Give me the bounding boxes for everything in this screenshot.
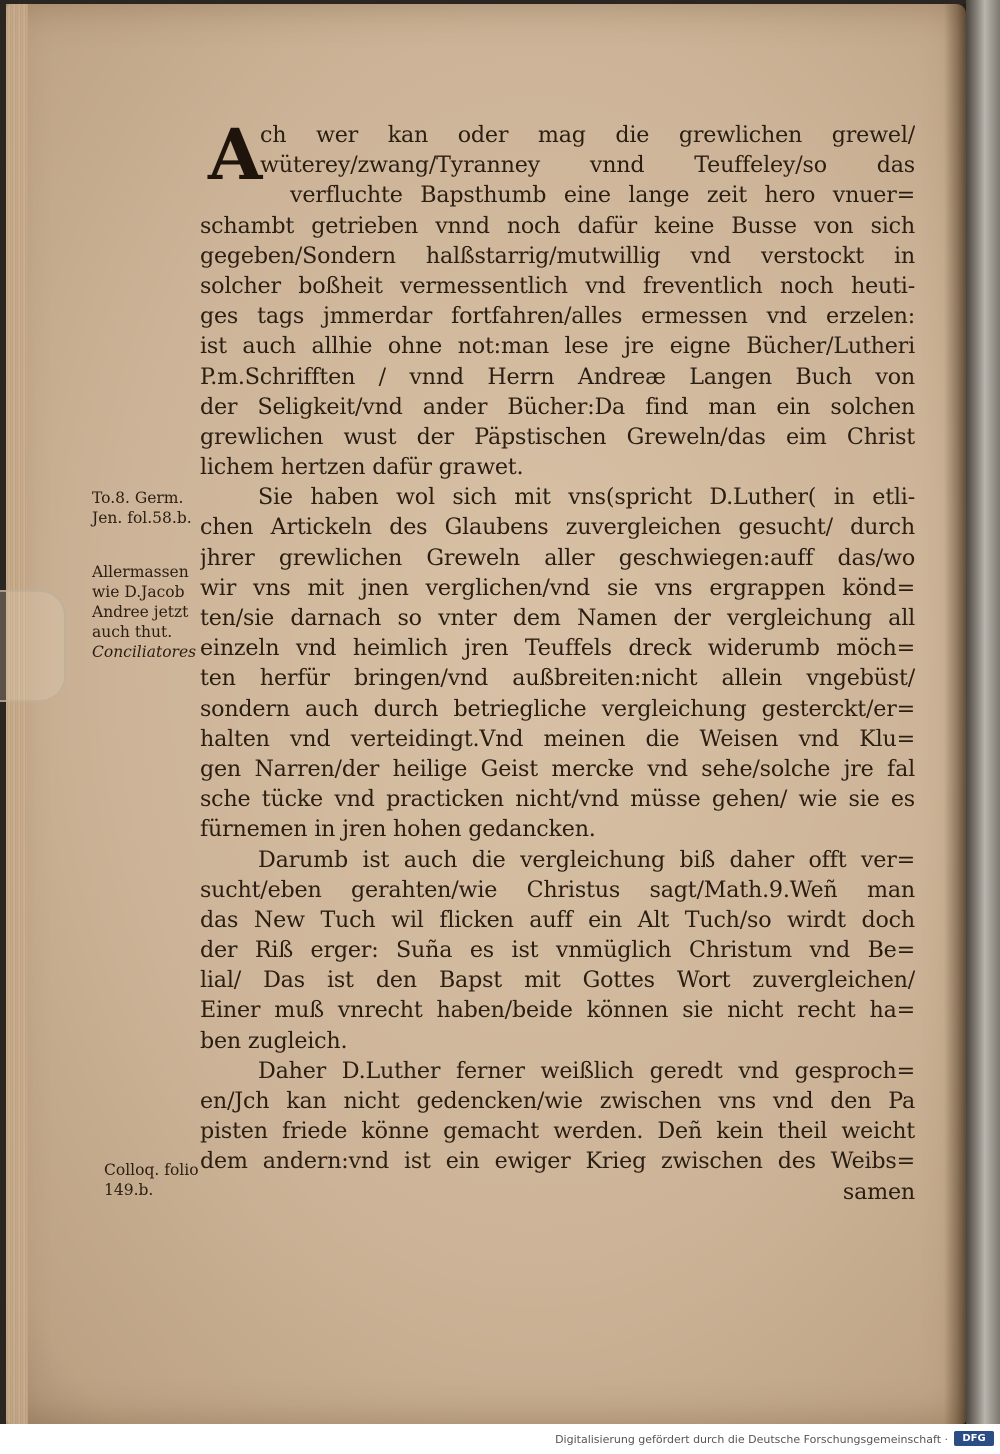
dfg-logo: DFG	[954, 1431, 994, 1446]
margin-note-colloquia	[104, 1160, 199, 1200]
text-line: sche tücke vnd practicken nicht/vnd müsse gehen/ wie sie es	[200, 786, 915, 813]
text-line: ten herfür bringen/vnd außbreiten:nicht allein vngebüst/	[200, 665, 915, 692]
main-text-block	[200, 113, 915, 1207]
text-line: ges tags jmmerdar fortfahren/alles ermessen vnd erzelen:	[200, 303, 915, 330]
margin-note-line: To.8. Germ.	[92, 489, 184, 507]
margin-note-line: Colloq. folio	[104, 1161, 199, 1179]
text-line: halten vnd verteidingt.Vnd meinen die Weisen vnd Klu=	[200, 725, 915, 752]
catchword: samen	[842, 1178, 915, 1205]
text-line: wir vns mit jnen verglichen/vnd sie vns ergrappen könd=	[200, 574, 915, 601]
text-line: dem andern:vnd ist ein ewiger Krieg zwischen des Weibs=	[200, 1148, 915, 1175]
text-line: Sie haben wol sich mit vns(spricht D.Luther( in etli-	[258, 484, 915, 511]
text-line: grewlichen wust der Päpstischen Greweln/das eim Christ	[200, 423, 915, 450]
margin-note-line: Jen. fol.58.b.	[92, 509, 192, 527]
text-line: einzeln vnd heimlich jren Teuffels dreck widerumb möch=	[200, 635, 915, 662]
text-line: lichem hertzen dafür grawet.	[200, 454, 524, 481]
text-line: Einer muß vnrecht haben/beide können sie nicht recht ha=	[200, 997, 915, 1024]
margin-note-line: Andree jetzt	[92, 603, 189, 621]
text-line: der Riß erger: Suña es ist vnmüglich Christum vnd Be=	[200, 937, 915, 964]
text-line: chen Artickeln des Glaubens zuvergleichen gesucht/ durch	[200, 514, 915, 541]
funding-credit: Digitalisierung gefördert durch die Deutsche Forschungsgemeinschaft ·	[555, 1433, 948, 1446]
text-line: jhrer grewlichen Greweln aller geschwiegen:auff das/wo	[200, 544, 915, 571]
text-line: fürnemen in jren hohen gedancken.	[200, 816, 596, 843]
text-line: Daher D.Luther ferner weißlich geredt vnd gesproch=	[258, 1057, 915, 1084]
text-line: das New Tuch wil flicken auff ein Alt Tuch/so wirdt doch	[200, 906, 915, 933]
text-line: der Seligkeit/vnd ander Bücher:Da find man ein solchen	[200, 393, 915, 420]
margin-note-reference	[92, 488, 192, 528]
text-line: P.m.Schrifften / vnnd Herrn Andreæ Langen Buch von	[200, 363, 915, 390]
text-line: sondern auch durch betriegliche vergleichung gesterckt/er=	[200, 695, 915, 722]
margin-note-line: 149.b.	[104, 1181, 154, 1199]
text-line: gen Narren/der heilige Geist mercke vnd sehe/solche jre fal	[200, 755, 915, 782]
text-line: pisten friede könne gemacht werden. Deñ kein theil weicht	[200, 1118, 915, 1145]
page-clip	[0, 590, 66, 702]
text-line: ist auch allhie ohne not:man lese jre eigne Bücher/Lutheri	[200, 333, 915, 360]
text-line: solcher boßheit vermessentlich vnd freventlich noch heuti-	[200, 272, 915, 299]
text-line: verfluchte Bapsthumb eine lange zeit hero vnuer=	[290, 182, 915, 209]
text-line: ch wer kan oder mag die grewlichen grewel/	[260, 122, 915, 148]
text-line: schambt getrieben vnnd noch dafür keine Busse von sich	[200, 212, 915, 239]
text-line: ten/sie darnach so vnter dem Namen der vergleichung all	[200, 605, 915, 631]
text-line: ben zugleich.	[200, 1027, 348, 1054]
drop-cap: A	[208, 113, 263, 196]
text-line: wüterey/zwang/Tyranney vnnd Teuffeley/so das	[260, 152, 915, 179]
margin-note-line: Conciliatores	[92, 643, 197, 661]
margin-note-commentary	[92, 562, 196, 662]
text-line: Darumb ist auch die vergleichung biß daher offt ver=	[258, 846, 915, 873]
text-line: gegeben/Sondern halßstarrig/mutwillig vnd verstockt in	[200, 242, 915, 269]
page-edges	[6, 4, 28, 1424]
book-binding	[966, 0, 1000, 1440]
text-line: en/Jch kan nicht gedencken/wie zwischen vns vnd den Pa	[200, 1088, 915, 1114]
margin-note-line: Allermassen	[92, 563, 189, 581]
margin-note-line: wie D.Jacob	[92, 583, 185, 601]
text-line: sucht/eben gerahten/wie Christus sagt/Math.9.Weñ man	[200, 876, 915, 903]
page-gutter-shadow	[944, 4, 966, 1424]
text-line: lial/ Das ist den Bapst mit Gottes Wort zuvergleichen/	[200, 967, 915, 994]
footer-bar	[0, 1424, 1000, 1454]
margin-note-line: auch thut.	[92, 623, 173, 641]
